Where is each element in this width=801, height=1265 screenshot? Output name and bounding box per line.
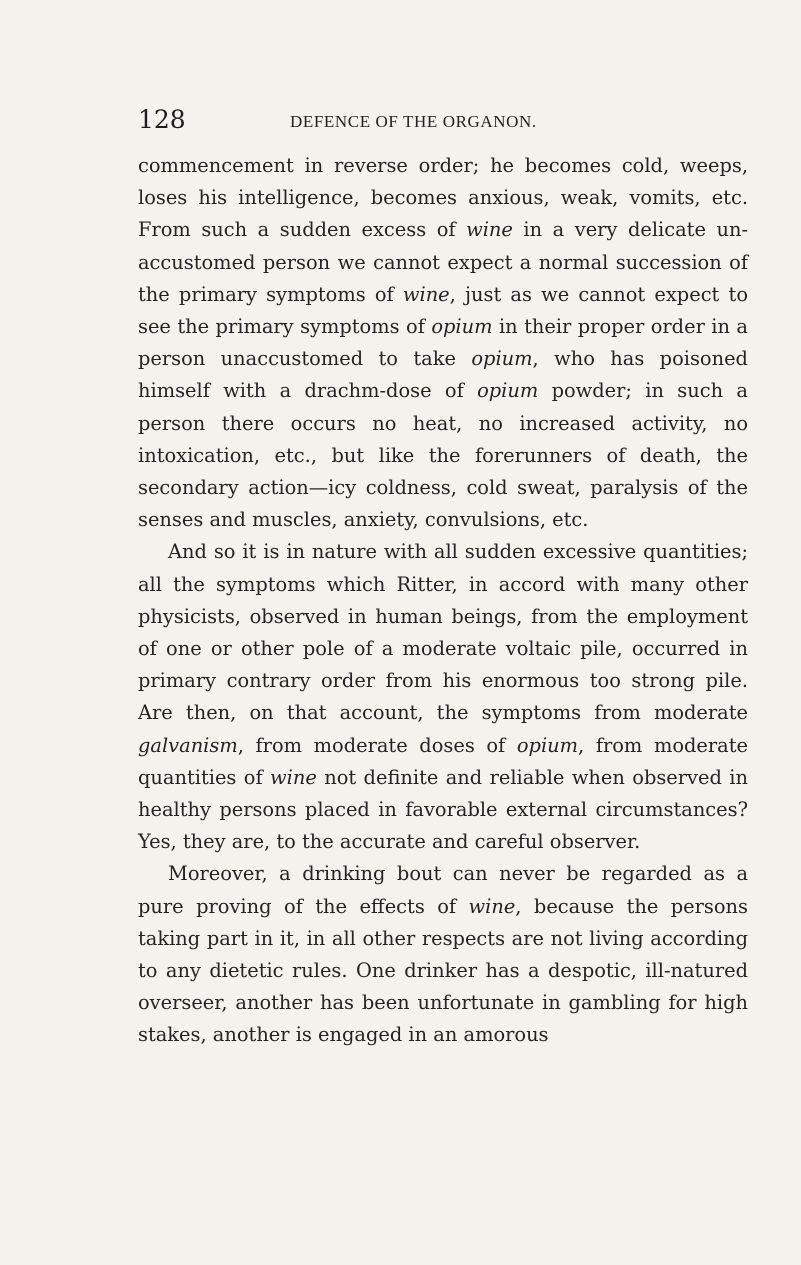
text-run: not definite and reliable when observed in healthy persons placed in favorable external circumstances? Yes, they are, to the accurate and careful observer. [138, 765, 748, 854]
text-run: commencement in reverse order; he becomes cold, weeps, loses his intelligence, becomes anxious, weak, vomits, etc. From such a sudden excess of [138, 154, 748, 242]
page-number: 128 [138, 105, 186, 134]
page-header [138, 100, 748, 140]
text-run: , because the persons taking part in it, in all other respects are not living according to any dietetic rules. One drinker has a despotic, ill-natured overseer, another has been unfortunate in gambling for high stakes, another is engaged in an amorous [138, 894, 748, 1047]
text-run: powder; in such a person there occurs no heat, no increased activity, no intoxication, etc., but like the forerunners of death, the secondary action—icy coldness, cold sweat, paralysis of the senses and muscles, anxiety, convulsions, etc. [138, 379, 748, 532]
text-run: , who has poisoned himself with a drachm-dose of [138, 347, 748, 403]
italic-term: wine [402, 282, 450, 306]
text-run: in a very delicate unaccustomed person we cannot expect a normal succession of the primary symptoms of [138, 218, 748, 306]
text-run: , from moderate quantities of [138, 733, 748, 789]
paragraph-3 [138, 858, 748, 1051]
text-run: in their proper order in a person unaccustomed to take [138, 315, 748, 371]
italic-term: galvanism [138, 733, 238, 757]
text-run: , from moderate doses of [237, 733, 517, 757]
text-run: And so it is in nature with all sudden excessive quantities; all the symptoms which Ritter, in accord with many other physicists, observed in human beings, from the employment of one or other pole of a moderate voltaic pile, occurred in primary contrary order from his enormous too strong pile. Are then, on that account, the symptoms from moderate [138, 540, 748, 725]
paragraph-2 [138, 536, 748, 858]
italic-term: opium [431, 315, 493, 339]
italic-term: wine [468, 894, 516, 918]
text-run: , just as we cannot expect to see the primary symptoms of [138, 282, 748, 339]
paragraph-1 [138, 150, 748, 536]
italic-term: opium [471, 347, 533, 371]
italic-term: opium [516, 733, 579, 757]
body-text [138, 150, 748, 1052]
running-head: DEFENCE OF THE ORGANON. [290, 112, 537, 131]
italic-term: wine [270, 765, 317, 789]
italic-term: opium [477, 379, 539, 403]
text-run: Moreover, a drinking bout can never be regarded as a pure proving of the effects of [138, 862, 748, 918]
italic-term: wine [466, 218, 513, 242]
